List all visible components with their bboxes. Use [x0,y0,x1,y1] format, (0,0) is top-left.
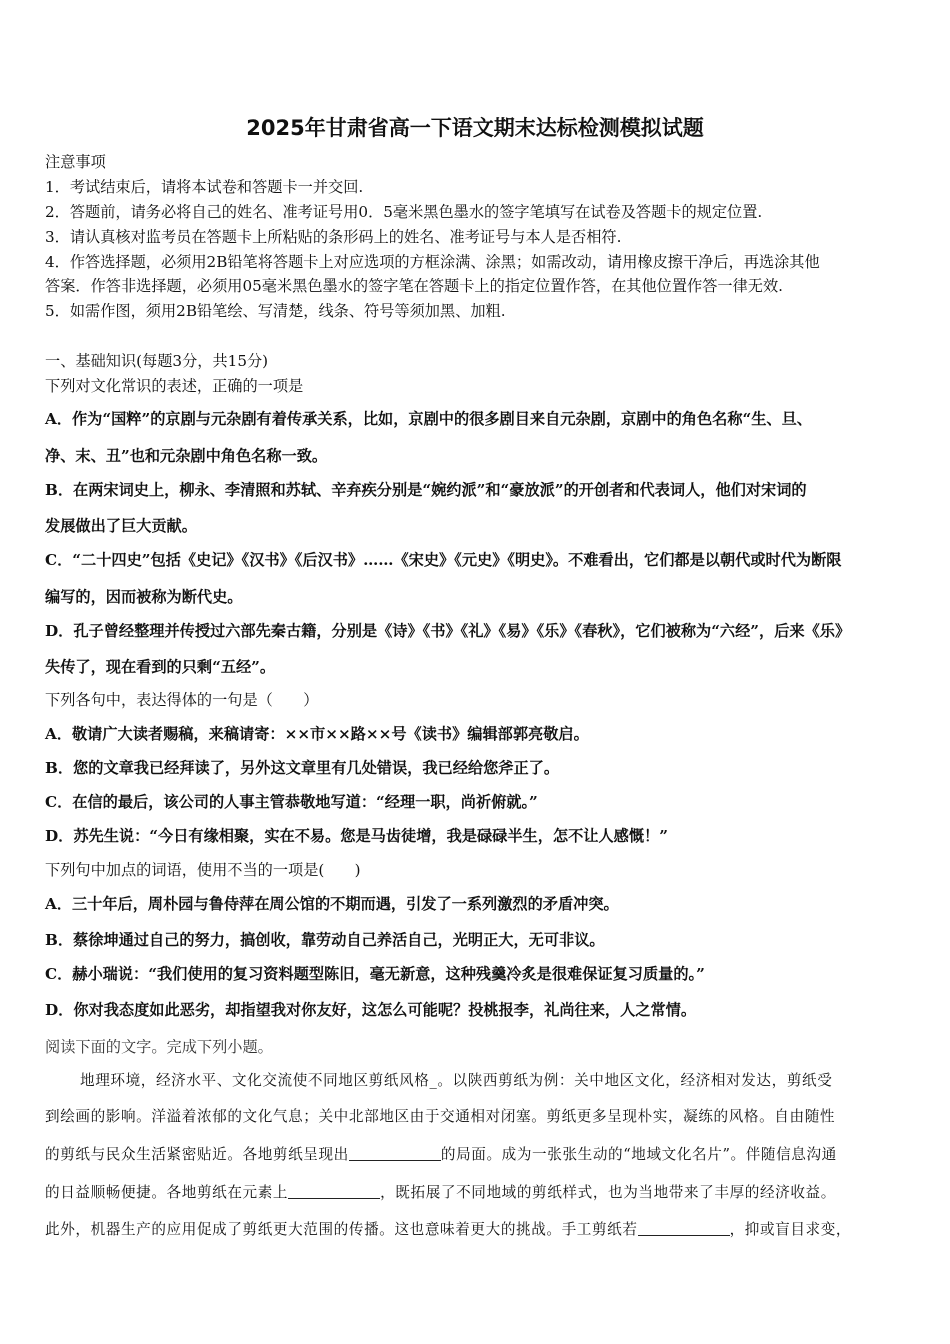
option-line: A．作为“国粹”的京剧与元杂剧有着传承关系，比如，京剧中的很多剧目来自元杂剧，京剧中的角色名称“生、旦、 [45,410,812,428]
option-line: D．你对我态度如此恶劣，却指望我对你友好，这怎么可能呢？投桃报李，礼尚往来，人之常情。 [45,1001,697,1019]
option-line: C．“二十四史”包括《史记》《汉书》《后汉书》……《宋史》《元史》《明史》。不难看出，它们都是以朝代或时代为断限 [45,551,842,569]
notice-item: 5．如需作图，须用2B铅笔绘、写清楚，线条、符号等须加黑、加粗. [45,302,506,320]
option-line: C．赫小瑞说：“我们使用的复习资料题型陈旧，毫无新意，这种残羹冷炙是很难保证复习质量的。” [45,965,705,983]
text-segment: 的剪纸与民众生活紧密贴近。各地剪纸呈现出 [45,1146,349,1163]
question-stem: 下列各句中，表达得体的一句是（ ） [45,691,319,709]
fill-blank [288,1184,380,1199]
option-line: A．三十年后，周朴园与鲁侍萍在周公馆的不期而遇，引发了一系列激烈的矛盾冲突。 [45,895,619,913]
fill-blank [349,1146,441,1161]
text-segment: ，既拓展了不同地域的剪纸样式，也为当地带来了丰厚的经济收益。 [380,1184,836,1201]
text-segment: 此外，机器生产的应用促成了剪纸更大范围的传播。这也意味着更大的挑战。手工剪纸若 [45,1221,638,1238]
option-line: A．敬请广大读者赐稿，来稿请寄：××市××路××号《读书》编辑部郭亮敬启。 [45,725,589,743]
option-line: B．您的文章我已经拜读了，另外这文章里有几处错误，我已经给您斧正了。 [45,759,560,777]
notice-heading: 注意事项 [45,153,106,171]
reading-intro: 阅读下面的文字。完成下列小题。 [45,1038,273,1056]
fill-blank [638,1221,730,1236]
option-line: 编写的，因而被称为断代史。 [45,588,243,606]
option-line: B．在两宋词史上，柳永、李清照和苏轼、辛弃疾分别是“婉约派”和“豪放派”的开创者和代表词人，他们对宋词的 [45,481,807,499]
option-line: 发展做出了巨大贡献。 [45,517,197,535]
page-title: 2025年甘肃省高一下语文期末达标检测模拟试题 [246,116,704,140]
notice-item: 2．答题前，请务必将自己的姓名、准考证号用0．5毫米黑色墨水的签字笔填写在试卷及答题卡的规定位置. [45,203,763,221]
text-segment: 的日益顺畅便捷。各地剪纸在元素上 [45,1184,289,1201]
option-line: C．在信的最后，该公司的人事主管恭敬地写道：“经理一职，尚祈俯就。” [45,793,538,811]
reading-paragraph-line: 地理环境，经济水平、文化交流使不同地区剪纸风格_。以陕西剪纸为例：关中地区文化，经济相对发达，剪纸受 [80,1072,833,1089]
notice-item: 3．请认真核对监考员在答题卡上所粘贴的条形码上的姓名、准考证号与本人是否相符. [45,228,622,246]
reading-paragraph-line [45,1145,910,1165]
question-stem: 下列句中加点的词语，使用不当的一项是( ) [45,861,361,879]
option-line: B．蔡徐坤通过自己的努力，搞创收，靠劳动自己养活自己，光明正大，无可非议。 [45,931,605,949]
text-segment: 的局面。成为一张张生动的“地域文化名片”。伴随信息沟通 [440,1146,837,1163]
reading-paragraph-line [45,1183,910,1203]
notice-item: 1．考试结束后，请将本试卷和答题卡一并交回. [45,178,364,196]
reading-paragraph-line [45,1220,910,1240]
option-line: 失传了，现在看到的只剩“五经”。 [45,658,276,676]
question-stem: 下列对文化常识的表述，正确的一项是 [45,377,304,395]
notice-item: 4．作答选择题，必须用2B铅笔将答题卡上对应选项的方框涂满、涂黑；如需改动，请用橡皮擦干净后，再选涂其他 [45,253,820,271]
option-line: 净、末、丑”也和元杂剧中角色名称一致。 [45,447,328,465]
option-line: D．孔子曾经整理并传授过六部先秦古籍，分别是《诗》《书》《礼》《易》《乐》《春秋》，它们被称为“六经”，后来《乐》 [45,622,851,640]
reading-paragraph-line: 到绘画的影响。洋溢着浓郁的文化气息；关中北部地区由于交通相对闭塞。剪纸更多呈现朴实，凝练的风格。自由随性 [45,1108,836,1125]
text-segment: ，抑或盲目求变， [729,1221,852,1238]
option-line: D．苏先生说：“今日有缘相聚，实在不易。您是马齿徒增，我是碌碌半生，怎不让人感慨！” [45,827,668,845]
notice-item: 答案．作答非选择题，必须用05毫米黑色墨水的签字笔在答题卡上的指定位置作答，在其他位置作答一律无效. [45,277,783,295]
section-heading: 一、基础知识(每题3分，共15分) [45,352,269,370]
